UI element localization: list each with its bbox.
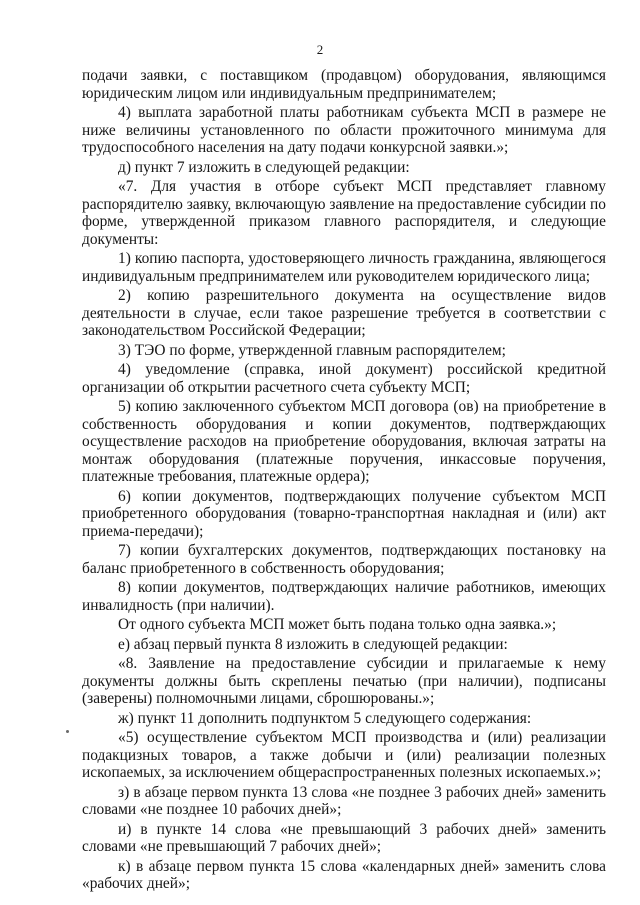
paragraph: и) в пункте 14 слова «не превышающий 3 рабочих дней» заменить словами «не превышающий 7 рабочих дней»; — [82, 820, 606, 855]
paragraph: 4) выплата заработной платы работникам субъекта МСП в размере не ниже величины установленного по области прожиточного минимума для трудоспособного населения на дату подачи конкурсной заявки.»; — [82, 104, 606, 156]
paragraph: «7. Для участия в отборе субъект МСП представляет главному распорядителю заявку, включающую заявление на предоставление субсидии по форме, утвержденной приказом главного распорядителя, и следующие документы: — [82, 178, 606, 248]
paragraph: «8. Заявление на предоставление субсидии и прилагаемые к нему документы должны быть скреплены печатью (при наличии), подписаны (заверены) полномочными лицами, сброшюрованы.»; — [82, 655, 606, 707]
paragraph: 5) копию заключенного субъектом МСП договора (ов) на приобретение в собственность оборудования и копии документов, подтверждающих осуществление расходов на приобретение оборудования, включая затраты на монтаж оборудования (платежные поручения, инкассовые поручения, платежные требования, платежные ордера); — [82, 398, 606, 485]
document-body — [82, 67, 606, 895]
paragraph: з) в абзаце первом пункта 13 слова «не позднее 3 рабочих дней» заменить словами «не позднее 10 рабочих дней»; — [82, 783, 606, 818]
paragraph: подачи заявки, с поставщиком (продавцом) оборудования, являющимся юридическим лицом или индивидуальным предпринимателем; — [82, 67, 606, 102]
paragraph: От одного субъекта МСП может быть подана только одна заявка.»; — [118, 616, 557, 633]
paragraph: 7) копии бухгалтерских документов, подтверждающих постановку на баланс приобретенного в собственность оборудования; — [82, 542, 606, 577]
paragraph: 6) копии документов, подтверждающих получение субъектом МСП приобретенного оборудования (товарно-транспортная накладная и (или) акт приема-передачи); — [82, 487, 606, 540]
paragraph: д) пункт 7 изложить в следующей редакции: — [118, 158, 410, 176]
paragraph: ж) пункт 11 дополнить подпунктом 5 следующего содержания: — [118, 709, 532, 727]
paragraph: 1) копию паспорта, удостоверяющего личность гражданина, являющегося индивидуальным предпринимателем или руководителем юридического лица; — [82, 250, 606, 285]
page-number: 2 — [316, 42, 324, 57]
paragraph: 4) уведомление (справка, иной документ) российской кредитной организации об открытии расчетного счета субъекту МСП; — [82, 361, 606, 396]
paragraph: 2) копию разрешительного документа на осуществление видов деятельности в случае, если такое разрешение требуется в соответствии с законодательством Российской Федерации; — [82, 287, 606, 339]
paragraph: 3) ТЭО по форме, утвержденной главным распорядителем; — [118, 341, 506, 359]
paragraph: «5) осуществление субъектом МСП производства и (или) реализации подакцизных товаров, а также добычи и (или) реализации полезных ископаемых, за исключением общераспространенных полезных ископаемых.»; — [82, 729, 606, 781]
paragraph: 8) копии документов, подтверждающих наличие работников, имеющих инвалидность (при наличии). — [82, 579, 606, 614]
paragraph: е) абзац первый пункта 8 изложить в следующей редакции: — [118, 635, 508, 653]
scan-dot — [66, 730, 69, 733]
paragraph: к) в абзаце первом пункта 15 слова «календарных дней» заменить слова «рабочих дней»; — [82, 857, 606, 892]
